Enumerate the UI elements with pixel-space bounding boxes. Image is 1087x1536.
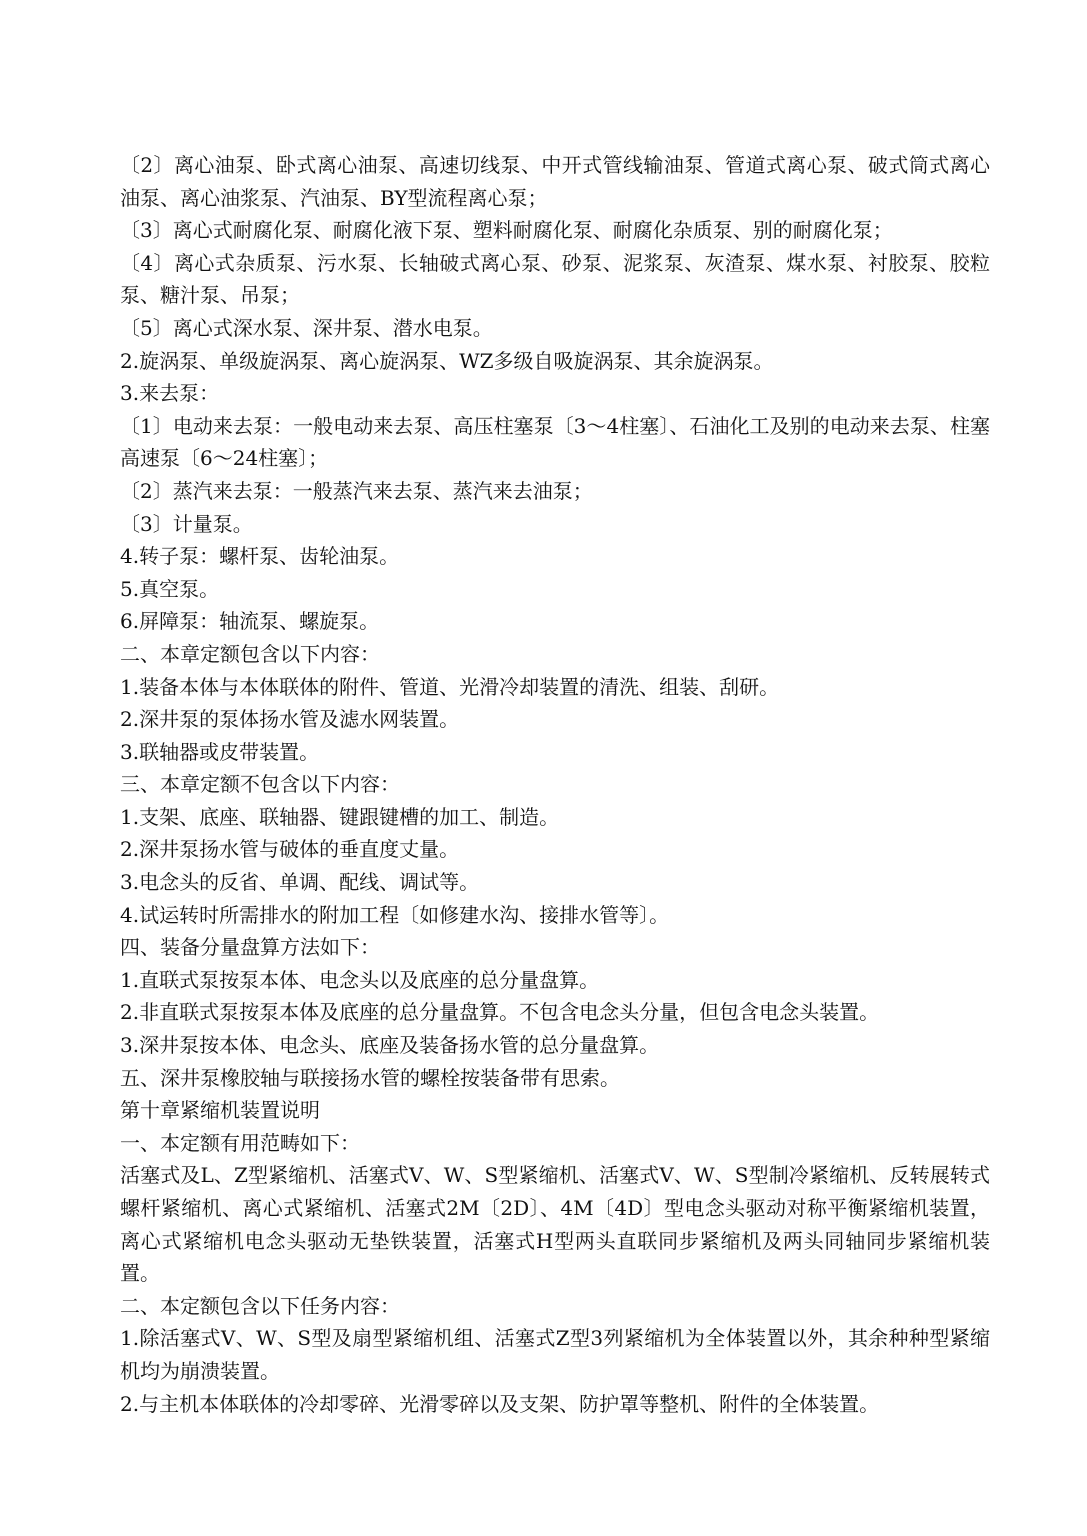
section-heading: 二、本章定额包含以下内容： <box>120 641 380 666</box>
paragraph: 1.直联式泵按泵本体、电念头以及底座的总分量盘算。 <box>120 967 600 992</box>
paragraph: 〔1〕电动来去泵：一般电动来去泵、高压柱塞泵〔3～4柱塞〕、石油化工及别的电动来去泵、柱塞高速泵〔6～24柱塞〕； <box>120 413 990 471</box>
section-heading: 二、本定额包含以下任务内容： <box>120 1293 400 1318</box>
paragraph: 1.除活塞式V、W、S型及扇型紧缩机组、活塞式Z型3列紧缩机为全体装置以外，其余种种型紧缩机均为崩溃装置。 <box>120 1326 990 1383</box>
paragraph: 2.非直联式泵按泵本体及底座的总分量盘算。不包含电念头分量，但包含电念头装置。 <box>120 1000 880 1025</box>
paragraph: 3.电念头的反省、单调、配线、调试等。 <box>120 870 480 895</box>
paragraph: 4.试运转时所需排水的附加工程〔如修建水沟、接排水管等〕。 <box>120 902 670 927</box>
paragraph: 5.真空泵。 <box>120 576 220 601</box>
paragraph: 3.来去泵： <box>120 381 220 406</box>
paragraph: 1.支架、底座、联轴器、键跟键槽的加工、制造。 <box>120 804 560 829</box>
paragraph: 2.与主机本体联体的冷却零碎、光滑零碎以及支架、防护罩等整机、附件的全体装置。 <box>120 1391 880 1416</box>
paragraph: 3.联轴器或皮带装置。 <box>120 739 320 764</box>
paragraph: 〔3〕计量泵。 <box>120 511 253 536</box>
chapter-title: 第十章紧缩机装置说明 <box>120 1098 320 1123</box>
section-heading: 一、本定额有用范畴如下： <box>120 1130 360 1155</box>
paragraph: 6.屏障泵：轴流泵、螺旋泵。 <box>120 609 380 634</box>
section-heading: 五、深井泵橡胶轴与联接扬水管的螺栓按装备带有思索。 <box>120 1065 620 1090</box>
paragraph: 〔3〕离心式耐腐化泵、耐腐化液下泵、塑料耐腐化泵、耐腐化杂质泵、别的耐腐化泵； <box>120 218 893 243</box>
section-heading: 四、装备分量盘算方法如下： <box>120 935 380 960</box>
paragraph: 3.深井泵按本体、电念头、底座及装备扬水管的总分量盘算。 <box>120 1033 660 1058</box>
paragraph: 活塞式及L、Z型紧缩机、活塞式V、W、S型紧缩机、活塞式V、W、S型制冷紧缩机、反转展转式螺杆紧缩机、离心式紧缩机、活塞式2M〔2D〕、4M〔4D〕型电念头驱动对称平衡紧缩机装置，离心式紧缩机电念头驱动无垫铁装置，活塞式H型两头直联同步紧缩机及两头同轴同步紧缩机装置。 <box>120 1163 990 1286</box>
paragraph: 1.装备本体与本体联体的附件、管道、光滑冷却装置的清洗、组装、刮研。 <box>120 674 780 699</box>
paragraph: 〔2〕蒸汽来去泵：一般蒸汽来去泵、蒸汽来去油泵； <box>120 478 593 503</box>
document-body <box>120 149 990 1420</box>
section-heading: 三、本章定额不包含以下内容： <box>120 772 400 797</box>
paragraph: 〔5〕离心式深水泵、深井泵、潜水电泵。 <box>120 315 493 340</box>
paragraph: 2.旋涡泵、单级旋涡泵、离心旋涡泵、WZ多级自吸旋涡泵、其余旋涡泵。 <box>120 348 774 373</box>
paragraph: 2.深井泵扬水管与破体的垂直度丈量。 <box>120 837 460 862</box>
paragraph: 2.深井泵的泵体扬水管及滤水网装置。 <box>120 707 460 732</box>
paragraph: 4.转子泵：螺杆泵、齿轮油泵。 <box>120 544 400 569</box>
paragraph: 〔4〕离心式杂质泵、污水泵、长轴破式离心泵、砂泵、泥浆泵、灰渣泵、煤水泵、衬胶泵、胶粒泵、糖汁泵、吊泵； <box>120 250 990 308</box>
paragraph: 〔2〕离心油泵、卧式离心油泵、高速切线泵、中开式管线输油泵、管道式离心泵、破式筒式离心油泵、离心油浆泵、汽油泵、BY型流程离心泵； <box>120 153 990 210</box>
